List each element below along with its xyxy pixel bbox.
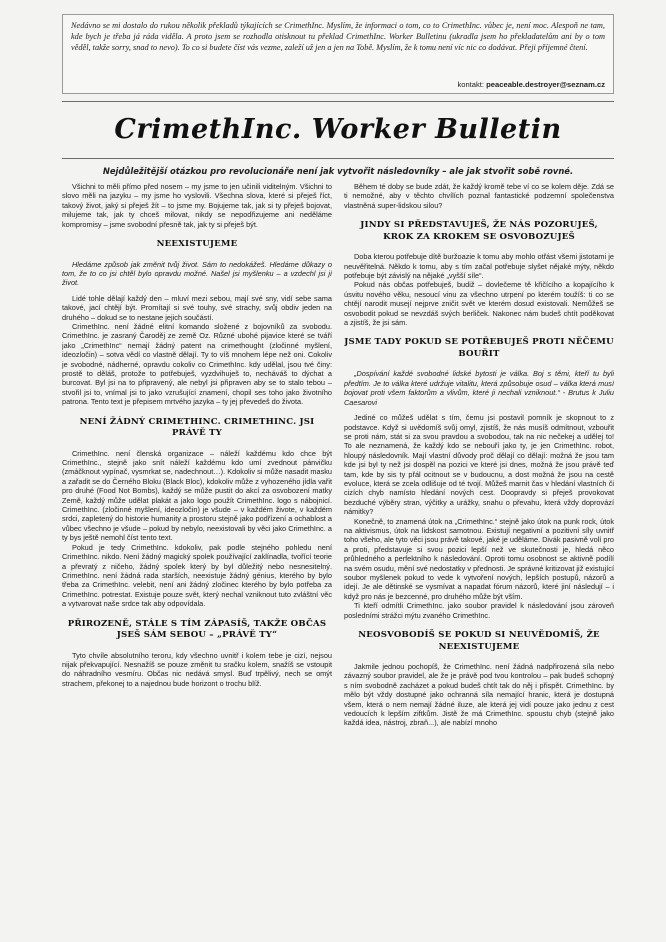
left-paragraph-1: Lidé tohle dělají každý den – mluví mezi sebou, mají své sny, vidí sebe sama takové, jací chtějí být. Promítají si své touhy, své strachy, svůj obdiv jeden na druhého – dokud se to nestane jejich součástí. <box>62 293 332 322</box>
right-paragraph-5: Konečně, to znamená útok na „CrimethInc.“ stejně jako útok na punk rock, útok na aktivismus, útok na lidskost samotnou. Existují negativní a pozitivní síly uvnitř toho všeho, ale tyto věci jsou právě takové, jaké je uděláme. Divák pasivně volí pro a proti, představuje si svou pozici lepší než ve skutečnosti je, hledá něco průhledného a perfektního k následování. Oproti tomu osobnost se aktivně podílí na svém osudu, mění své nedostatky v přednosti. Je správné kritizovat již existující soubor myšlenek pokud to vede k vytvoření nových, lepších postupů, názorů a idejí. Je ale dětinské se vysmívat a napadat fórum názorů, které jiní následují – i když pro nás je bezcenné, pro druhého může být vším. <box>344 516 614 601</box>
right-paragraph-4: Jediné co můžeš udělat s tím, čemu jsi postavil pomník je skopnout to z podstavce. Když si uvědomíš svůj omyl, zjistíš, že nás musíš odmítnout, vzbouřit se proti nám, stát si za svou pravdou a svobodou, tak na nic nečekej a udělej to! To ale neznamená, že každý kdo se nebouří jako ty, je jen CrimethInc. robot, hloupý následovník. Mají vlastní důvody proč dělají co dělají: možná že jsou tam kde jsi byl ty než jsi dospěl na pozici ve které jsi dnes, možná že jsou právě teď tam, kde by sis ty přál ocitnout se v budoucnu, a dost možná že jsou na cestě evoluce, která se zcela odlišuje od té tvojí. Můžeš marnit čas v hledání vlastních či cizích chyb namísto hledání nových cest. Doopravdy si přeješ provokovat bezduché výběry stran, výčitky a urážky, snahu o převahu, která vždy doprovází námitky? <box>344 413 614 517</box>
left-paragraph-5: Tyto chvíle absolutního teroru, kdy všechno uvnitř i kolem tebe je cizí, nejsou nijak překvapující. Nesnažíš se pouze změnit tu sračku kolem, snažíš se vstoupit do náhradního vesmíru. Občas nic nedává smysl. Buď trpělivý, nech se omýt strachem, překonej to a najednou bude horizont o trochu blíž. <box>62 650 332 688</box>
heading-prirozene: PŘIROZENĚ, STÁLE S TÍM ZÁPASÍŠ, TAKŽE OBČAS JSEŠ SÁM SEBOU – „PRÁVĚ TY“ <box>67 618 327 641</box>
left-paragraph-3: CrimethInc. není členská organizace – náleží každému kdo chce být CrimethInc., stejně jako snít náleží každému kdo umí zvednout pánvičku (zmáčknout vypínač, vysmrkat se, nadechnout…). Kdokoliv si může nasadit masku a zařadit se do Černého Bloku (Black Bloc), kdokoliv může z vyhozeného jídla vařit pro druhé (Food Not Bombs), každý se může pustit do akcí za osvobození matky Země, každý může udělat plakát a jako logo použít CrimethInc. logo s nábojnicí. CrimethInc. (zločinné myšlení, ideozločin) je všude – v každém živote, v každém srdci, zapletený do historie humanity a prostoru stejně jako podřízení a ochablost a vůbec všechno je všude – pokud by nebylo, neexistovali by věci jako CrimethInc. a ty bys ještě nemohl číst tento text. <box>62 448 332 543</box>
masthead-title: CrimethInc. Worker Bulletin <box>114 114 562 145</box>
right-quote-1: „Dospívání každé svobodné lidské bytosti je válka. Boj s těmi, kteří tu byli předtím. Je to válka které udržuje vitalitu, která způsobuje osud – válka která musí bojovat proti všem faktorům a vlivům, které ji nechali vzniknout.“ - Brutus k Juliu Caesarovi <box>344 369 614 407</box>
masthead-bottom-rule <box>62 158 614 159</box>
right-paragraph-7: Jakmile jednou pochopíš, že CrimethInc. není žádná nadpřirozená síla nebo závazný soubor pravidel, ale že je právě pod tvou kontrolou – pak budeš schopný s ním svobodně zacházet a pokud budeš chtít tak do něj i přispět. CrimethInc. by mělo být vždy dostupné jako ochranná síla nemající hranic, která je dostupná všem, která o nem nemají žádné iluze, ale která jej vidí pouze jako jednu z cest vedoucích k lepším ziftkům. Jistě že má CrimethInc. spoustu chyb (stejně jako každá idea, nástroj, zbraň...), ale nabízí mnoho <box>344 662 614 728</box>
left-paragraph-4: Pokud je tedy CrimethInc. kdokoliv, pak podle stejného pohledu není CrimethInc. nikdo. Není žádný magický spolek používající zaklínadla, tvořící teorie a převratý z ničeho, žádný spolek který by byl důležitý nebo nesnesitelný. CrimethInc. není žádná rada starších, neexistuje žádný génius, kterého by bylo třeba za CrimethInc. velebit, není ani žádný zločinec kterého by bylo potřeba za CrimethInc. potrestat. Existuje pouze svět, který nechal vzniknout tuto zvláštní věc a vytvarovat naše srdce tak aby odpovídala. <box>62 542 332 609</box>
left-intro-paragraph: Všichni to měli přímo před nosem – my jsme to jen učinili viditelným. Všichni to slovo měli na jazyku – my jsme ho vyslovili. Všechna slova, které si přeješ říct, takový život, jaký si přeješ žít – to jsme my. Bojujeme tak, jak si ty přeješ bojovat, milujeme tak, jak ty chceš milovat, nikdy se nepodřizujeme ani neděláme kompromisy – jsme svobodní přesně tak, jak ty si přeješ být. <box>62 182 332 229</box>
contact-label: kontakt: <box>457 80 485 89</box>
tagline: Nejdůležitější otázkou pro revolucionáře není jak vytvořit následovníky – ale jak stvořit sobě rovné. <box>102 166 574 176</box>
intro-text: Nedávno se mi dostalo do rukou několik překladů týkajících se CrimethInc. Myslím, že informaci o tom, co to CrimethInc. vůbec je, není moc. Alespoň ne tam, kde bych je třeba já ráda viděla. A proto jsem se rozhodla otisknout tu překlad CrimethInc. Worker Bulletinu (ukradla jsem ho překladatelům ani by o tom věděl, takže sorry, snad to nevo). To co si budete číst vás vezme, zaleží už jen a jen na Tobě. Myslím, že k tomu není víc nic co dodávat. Přeji příjemné čtení. <box>71 21 605 53</box>
right-paragraph-2: Doba kterou potřebuje dítě buržoazie k tomu aby mohlo otřást všemi jistotami je neuvěřitelná. Někdo k tomu, aby s tím začal potřebuje slyšet nějaké mýty, někdo potřebuje být závislý na nějaké „vyšší síle“. <box>344 252 614 281</box>
heading-jsme-tady: JSME TADY POKUD SE POTŘEBUJEŠ PROTI NĚČEMU BOUŘIT <box>344 337 614 359</box>
right-paragraph-1: Během té doby se bude zdát, že každý kromě tebe ví co se kolem děje. Zdá se ti nemožné, aby v těchto chvílích poznal fantastické podzemní společenstva vlastněná super-lidskou silou? <box>344 182 614 210</box>
heading-neexistujeme: NEEXISTUJEME <box>156 239 238 250</box>
contact-email[interactable]: peaceable.destroyer@seznam.cz <box>486 80 605 89</box>
heading-neosvobodis-se: NEOSVOBODÍŠ SE POKUD SI NEUVĚDOMÍŠ, ŽE NEEXISTUJEME <box>358 630 600 652</box>
left-quote-1: Hledáme způsob jak změnit tvůj život. Sám to nedokážeš. Hledáme důkazy o tom, že to co jsi chtěl bylo opravdu možné. Našel jsi myšlenku – a vzdechl jsi jí život. <box>62 259 332 288</box>
left-column <box>62 182 332 938</box>
masthead-top-rule <box>62 101 614 102</box>
right-column <box>344 182 614 938</box>
intro-contact <box>457 80 605 89</box>
heading-neni-zadny-crimethinc: NENÍ ŽÁDNÝ CRIMETHINC. CRIMETHINC. JSI PRÁVĚ TY <box>79 416 315 439</box>
intro-box <box>62 14 614 94</box>
right-paragraph-6: Ti kteří odmítli CrimethInc. jako soubor pravidel k následování jsou zároveň posledními strážci mýtu zvaného CrimethInc. <box>344 601 614 620</box>
left-paragraph-2: CrimethInc. není žádné elitní komando složené z bojovníků za svobodu. CrimethInc. je zasraný Čaroděj ze země Oz. Různé ubohé pijavice které se tváří jako „CrimethInc“ nemají žádný patent na crimethought (zločinné myšlení, ideozločin) – sotva vědí co vlastně dělají. Ty to víš mnohem lépe než oni. Cokoliv je svobodné, nádherné, opravdu cokoliv co CrimethInc. kdy udělal, jsou tvé činy: prostě to děláš, protože to potřebuješ, vyzdvihuješ to, necháváš to dýchat a burcovat. Byl jsi na to připravený, ale nebyl jsi připraven aby se to stalo tebou – stvořil jsi to, vnímal jsi to jako vzrušující znamení, chopil ses toho jako životního patrona. Tento text je přepisem mrtvého jazyka – ty jej převedeš do života. <box>62 321 332 407</box>
right-paragraph-3: Pokud nás občas potřebuješ, budiž – dovlečeme tě křičícího a kopajícího k úsvitu nového věku, nesoucí vinu za všechno utrpení po kterém toužíš: ti co se chtějí narodit musejí nejprve zničit svět ve kterém dosud existovali. Nemůžeš se osvobodit pokud se nevzdáš svých berliček. Nakonec nám budeš chtít poděkovat a zjistíš, že jsi sám. <box>344 280 614 328</box>
heading-jindy-si-predstavujes: JINDY SI PŘEDSTAVUJEŠ, ŽE NÁS POZORUJEŠ, KROK ZA KROKEM SE OSVOBOZUJEŠ <box>360 220 598 242</box>
